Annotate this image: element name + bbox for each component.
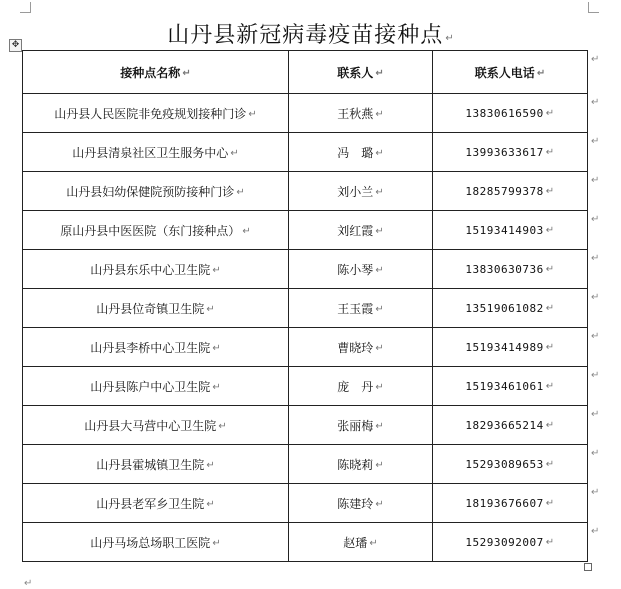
- table-row: [23, 250, 588, 289]
- table-row: [23, 172, 588, 211]
- site-name-cell[interactable]: [23, 328, 289, 367]
- row-end-mark-icon: ↵: [591, 54, 600, 65]
- contact-name-cell[interactable]: [289, 445, 433, 484]
- table-row: [23, 406, 588, 445]
- cell-end-mark-icon: ↵: [375, 108, 384, 120]
- cell-end-mark-icon: ↵: [248, 108, 257, 120]
- contact-phone: 18293665214: [465, 418, 544, 432]
- contact-name: 冯 璐: [337, 145, 374, 160]
- cell-end-mark-icon: ↵: [212, 537, 221, 549]
- table-row: [23, 367, 588, 406]
- table-resize-handle[interactable]: [584, 563, 592, 571]
- site-name: 山丹县大马营中心卫生院: [84, 418, 217, 433]
- table-header-row: [23, 51, 588, 94]
- contact-phone: 13993633617: [465, 145, 544, 159]
- contact-phone: 18193676607: [465, 496, 544, 510]
- site-name-cell[interactable]: [23, 172, 289, 211]
- contact-name: 曹晓玲: [337, 340, 374, 355]
- cell-end-mark-icon: ↵: [236, 186, 245, 198]
- table-row: [23, 484, 588, 523]
- contact-name: 庞 丹: [337, 379, 374, 394]
- contact-phone-cell[interactable]: [433, 172, 588, 211]
- contact-name: 王秋燕: [337, 106, 374, 121]
- title-paragraph: [0, 18, 621, 49]
- table-row: [23, 445, 588, 484]
- contact-name: 王玉霞: [337, 301, 374, 316]
- row-end-mark-icon: ↵: [591, 448, 600, 459]
- site-name: 山丹县东乐中心卫生院: [90, 262, 211, 277]
- header-site-name[interactable]: [23, 51, 289, 94]
- contact-name-cell[interactable]: [289, 406, 433, 445]
- document-title[interactable]: 山丹县新冠病毒疫苗接种点: [167, 23, 444, 48]
- cell-end-mark-icon: ↵: [375, 459, 384, 471]
- header-contact[interactable]: [289, 51, 433, 94]
- row-end-mark-icon: ↵: [591, 253, 600, 264]
- cell-end-mark-icon: ↵: [545, 497, 555, 509]
- cell-end-mark-icon: ↵: [545, 419, 555, 431]
- cell-end-mark-icon: ↵: [375, 225, 384, 237]
- header-phone-label: 联系人电话: [474, 65, 535, 80]
- site-name-cell[interactable]: [23, 367, 289, 406]
- row-end-mark-icon: ↵: [591, 526, 600, 537]
- row-end-mark-icon: ↵: [591, 331, 600, 342]
- row-end-mark-icon: ↵: [591, 136, 600, 147]
- cell-end-mark-icon: ↵: [212, 342, 221, 354]
- table-row: [23, 133, 588, 172]
- contact-name: 赵璠: [343, 535, 368, 550]
- contact-phone: 15193461061: [465, 379, 544, 393]
- site-name: 山丹马场总场职工医院: [90, 535, 211, 550]
- site-name: 山丹县妇幼保健院预防接种门诊: [66, 184, 235, 199]
- cell-end-mark-icon: ↵: [545, 185, 555, 197]
- table-row: [23, 94, 588, 133]
- cell-end-mark-icon: ↵: [212, 381, 221, 393]
- contact-phone-cell[interactable]: [433, 211, 588, 250]
- contact-name: 刘红霞: [337, 223, 374, 238]
- site-name-cell[interactable]: [23, 133, 289, 172]
- vaccination-sites-table: [22, 50, 588, 562]
- contact-phone-cell[interactable]: [433, 406, 588, 445]
- site-name: 山丹县霍城镇卫生院: [96, 457, 205, 472]
- site-name: 山丹县人民医院非免疫规划接种门诊: [54, 106, 247, 121]
- cell-end-mark-icon: ↵: [375, 381, 384, 393]
- cell-end-mark-icon: ↵: [545, 263, 555, 275]
- header-site-name-label: 接种点名称: [120, 65, 181, 80]
- contact-name-cell[interactable]: [289, 367, 433, 406]
- contact-name-cell[interactable]: [289, 133, 433, 172]
- table-row: [23, 523, 588, 562]
- row-end-mark-icon: ↵: [591, 370, 600, 381]
- row-end-mark-icon: ↵: [591, 214, 600, 225]
- table-row: [23, 289, 588, 328]
- site-name-cell[interactable]: [23, 445, 289, 484]
- contact-phone-cell[interactable]: [433, 94, 588, 133]
- contact-name: 刘小兰: [337, 184, 374, 199]
- cell-end-mark-icon: ↵: [182, 67, 191, 79]
- cell-end-mark-icon: ↵: [375, 186, 384, 198]
- contact-phone: 13830616590: [465, 106, 544, 120]
- cell-end-mark-icon: ↵: [536, 67, 546, 79]
- row-end-mark-icon: ↵: [591, 487, 600, 498]
- site-name: 原山丹县中医医院（东门接种点）: [60, 223, 241, 238]
- contact-name-cell[interactable]: [289, 484, 433, 523]
- cell-end-mark-icon: ↵: [242, 225, 251, 237]
- cell-end-mark-icon: ↵: [545, 146, 555, 158]
- table-body: [23, 94, 588, 562]
- contact-name-cell[interactable]: [289, 250, 433, 289]
- cell-end-mark-icon: ↵: [545, 341, 555, 353]
- cell-end-mark-icon: ↵: [369, 537, 378, 549]
- cell-end-mark-icon: ↵: [206, 498, 215, 510]
- row-end-mark-icon: ↵: [591, 409, 600, 420]
- site-name-cell[interactable]: [23, 289, 289, 328]
- cell-end-mark-icon: ↵: [375, 420, 384, 432]
- page-corner-mark-right: [588, 2, 599, 13]
- cell-end-mark-icon: ↵: [375, 303, 384, 315]
- cell-end-mark-icon: ↵: [375, 264, 384, 276]
- site-name: 山丹县清泉社区卫生服务中心: [72, 145, 229, 160]
- cell-end-mark-icon: ↵: [545, 224, 555, 236]
- contact-name: 陈小琴: [337, 262, 374, 277]
- contact-phone-cell[interactable]: [433, 523, 588, 562]
- header-phone[interactable]: [433, 51, 588, 94]
- cell-end-mark-icon: ↵: [375, 342, 384, 354]
- header-contact-label: 联系人: [337, 65, 374, 80]
- contact-name-cell[interactable]: [289, 172, 433, 211]
- cell-end-mark-icon: ↵: [545, 380, 555, 392]
- contact-phone: 13830630736: [465, 262, 544, 276]
- contact-phone: 15193414903: [465, 223, 544, 237]
- site-name-cell[interactable]: [23, 406, 289, 445]
- contact-phone-cell[interactable]: [433, 484, 588, 523]
- site-name-cell[interactable]: [23, 211, 289, 250]
- site-name: 山丹县陈户中心卫生院: [90, 379, 211, 394]
- cell-end-mark-icon: ↵: [375, 67, 384, 79]
- site-name-cell[interactable]: [23, 523, 289, 562]
- contact-phone-cell[interactable]: [433, 289, 588, 328]
- site-name: 山丹县老军乡卫生院: [96, 496, 205, 511]
- site-name-cell[interactable]: [23, 484, 289, 523]
- contact-phone-cell[interactable]: [433, 133, 588, 172]
- cell-end-mark-icon: ↵: [218, 420, 227, 432]
- contact-phone-cell[interactable]: [433, 328, 588, 367]
- cell-end-mark-icon: ↵: [545, 458, 555, 470]
- cell-end-mark-icon: ↵: [206, 459, 215, 471]
- contact-phone-cell[interactable]: [433, 250, 588, 289]
- contact-name-cell[interactable]: [289, 94, 433, 133]
- contact-phone: 15193414989: [465, 340, 544, 354]
- contact-name-cell[interactable]: [289, 523, 433, 562]
- row-end-mark-icon: ↵: [591, 175, 600, 186]
- site-name: 山丹县李桥中心卫生院: [90, 340, 211, 355]
- contact-name: 张丽梅: [337, 418, 374, 433]
- cell-end-mark-icon: ↵: [545, 536, 555, 548]
- cell-end-mark-icon: ↵: [212, 264, 221, 276]
- end-paragraph-mark-icon: ↵: [24, 578, 33, 589]
- contact-phone-cell[interactable]: [433, 445, 588, 484]
- cell-end-mark-icon: ↵: [375, 498, 384, 510]
- row-end-mark-icon: ↵: [591, 292, 600, 303]
- cell-end-mark-icon: ↵: [545, 107, 555, 119]
- site-name-cell[interactable]: [23, 94, 289, 133]
- contact-phone: 15293092007: [465, 535, 544, 549]
- contact-phone: 13519061082: [465, 301, 544, 315]
- contact-name-cell[interactable]: [289, 211, 433, 250]
- contact-phone-cell[interactable]: [433, 367, 588, 406]
- page-corner-mark-left: [20, 2, 31, 13]
- table-row: [23, 211, 588, 250]
- site-name: 山丹县位奇镇卫生院: [96, 301, 205, 316]
- contact-phone: 15293089653: [465, 457, 544, 471]
- contact-name-cell[interactable]: [289, 328, 433, 367]
- table-row: [23, 328, 588, 367]
- site-name-cell[interactable]: [23, 250, 289, 289]
- cell-end-mark-icon: ↵: [230, 147, 239, 159]
- cell-end-mark-icon: ↵: [375, 147, 384, 159]
- contact-name: 陈建玲: [337, 496, 374, 511]
- cell-end-mark-icon: ↵: [545, 302, 555, 314]
- paragraph-mark-icon: ↵: [445, 33, 454, 44]
- cell-end-mark-icon: ↵: [206, 303, 215, 315]
- contact-phone: 18285799378: [465, 184, 544, 198]
- contact-name-cell[interactable]: [289, 289, 433, 328]
- row-end-mark-icon: ↵: [591, 97, 600, 108]
- table-move-handle-icon[interactable]: ✥: [9, 39, 22, 52]
- contact-name: 陈晓莉: [337, 457, 374, 472]
